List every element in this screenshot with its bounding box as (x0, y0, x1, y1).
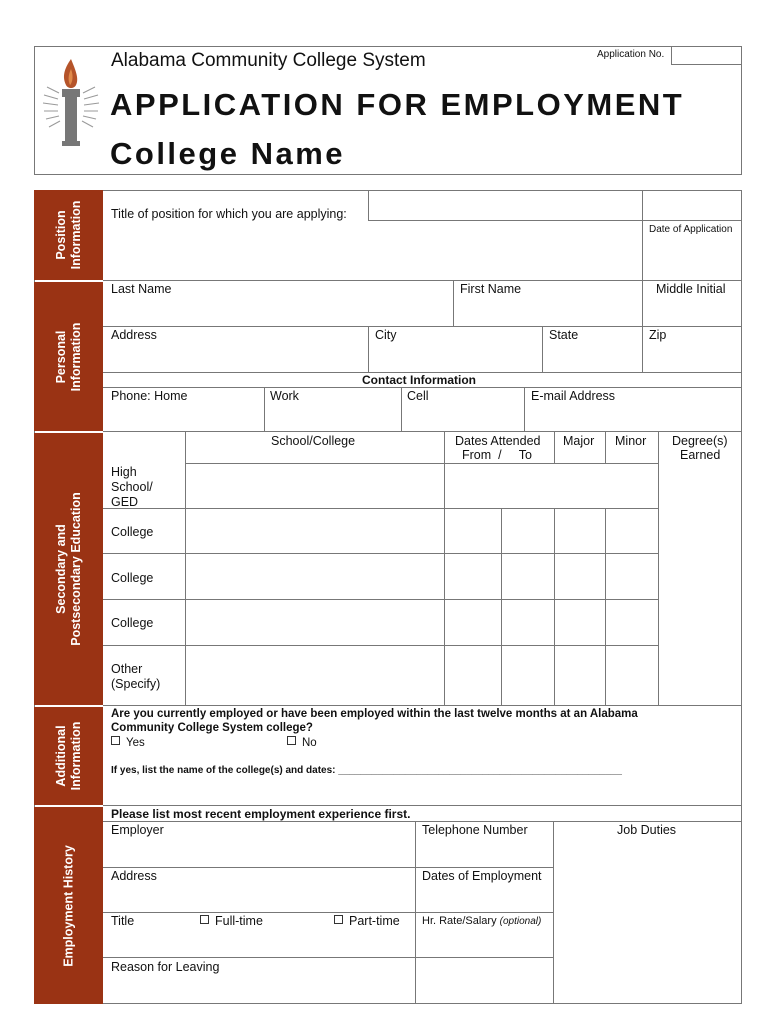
section-education: Secondary and Postsecondary Education (34, 433, 103, 705)
zip-label: Zip (649, 328, 667, 342)
title-label: Title (111, 914, 135, 928)
contact-info-header: Contact Information (362, 373, 476, 387)
phone-home-label: Phone: Home (111, 389, 188, 403)
dates-attended-header: Dates Attended (455, 434, 541, 448)
school-college-header: School/College (271, 434, 356, 448)
employer-label: Employer (111, 823, 164, 837)
email-label: E-mail Address (531, 389, 616, 403)
last-name-label: Last Name (111, 282, 172, 296)
edu-row-label: College (111, 616, 154, 630)
major-header: Major (563, 434, 595, 448)
edu-row-label: High School/ GED (111, 465, 153, 509)
no-option[interactable]: No (287, 736, 317, 751)
from-to-header: From / To (462, 448, 532, 462)
job-duties-label: Job Duties (617, 823, 677, 837)
date-of-application-field[interactable] (643, 238, 741, 278)
state-label: State (549, 328, 579, 342)
system-name: Alabama Community College System (111, 50, 426, 71)
form-title: APPLICATION FOR EMPLOYMENT (110, 87, 685, 122)
city-label: City (375, 328, 397, 342)
parttime-checkbox[interactable] (334, 915, 343, 924)
earned-header: Earned (680, 448, 721, 462)
employment-instruction: Please list most recent employment experience first. (111, 807, 411, 821)
edu-row-label: College (111, 525, 154, 539)
fulltime-checkbox[interactable] (200, 915, 209, 924)
edu-row-label: College (111, 571, 154, 585)
degree-header: Degree(s) (672, 434, 728, 448)
first-name-label: First Name (460, 282, 522, 296)
section-employment: Employment History (34, 807, 103, 1004)
position-title-label: Title of position for which you are applying: (111, 207, 347, 221)
position-title-field[interactable] (368, 190, 643, 221)
yes-option[interactable]: Yes (111, 736, 145, 751)
application-no-field[interactable] (671, 46, 742, 65)
dates-of-employment-label: Dates of Employment (422, 869, 542, 883)
rate-label: Hr. Rate/Salary (optional) (422, 915, 542, 927)
torch-logo (38, 55, 104, 155)
application-no-label: Application No. (597, 49, 665, 60)
emp-address-label: Address (111, 869, 157, 883)
telephone-label: Telephone Number (422, 823, 528, 837)
address-label: Address (111, 328, 157, 342)
date-of-application-label: Date of Application (649, 224, 733, 235)
no-checkbox[interactable] (287, 736, 296, 745)
if-yes-colleges-field[interactable]: If yes, list the name of the college(s) and dates: ___________________________________________________ (111, 765, 622, 776)
reason-for-leaving-label: Reason for Leaving (111, 960, 220, 974)
section-additional: Additional Information (34, 707, 103, 805)
work-label: Work (270, 389, 299, 403)
cell-label: Cell (407, 389, 429, 403)
employment-question-line1: Are you currently employed or have been employed within the last twelve months at an Alabama (111, 708, 638, 720)
yes-checkbox[interactable] (111, 736, 120, 745)
section-position: Position Information (34, 190, 103, 280)
fulltime-option[interactable]: Full-time (200, 914, 263, 929)
college-name: College Name (110, 136, 346, 171)
parttime-option[interactable]: Part-time (334, 914, 400, 929)
minor-header: Minor (615, 434, 647, 448)
edu-row-label: Other (Specify) (111, 662, 161, 691)
middle-initial-label: Middle Initial (656, 282, 726, 296)
employment-question-line2: Community College System college? (111, 722, 313, 734)
section-personal: Personal Information (34, 282, 103, 431)
